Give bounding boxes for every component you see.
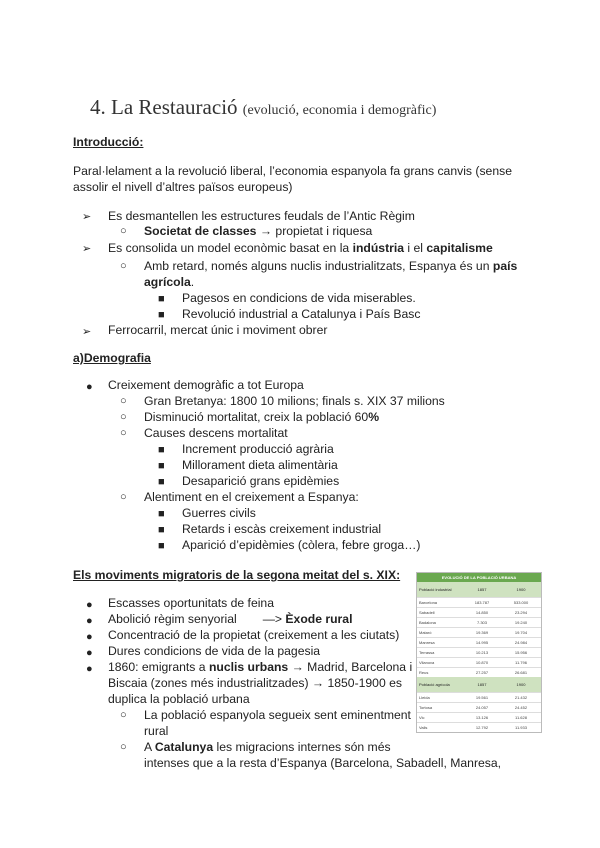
- urban-population-table: [416, 572, 542, 733]
- table-header-cell: 1900: [516, 587, 526, 592]
- list-item: La població espanyola segueix sent eminentment: [144, 708, 411, 722]
- intro-paragraph-line2: assolir el nivell d’altres països europeus): [73, 180, 293, 194]
- list-item: Gran Bretanya: 1800 10 milions; finals s. XIX 37 milions: [144, 394, 445, 408]
- list-item: A Catalunya les migracions internes són més: [144, 740, 391, 754]
- table-row: Tortosa 24.057 24.452: [417, 702, 541, 712]
- list-item: Increment producció agrària: [182, 442, 334, 456]
- list-item: Amb retard, només alguns nuclis industrialitzats, Espanya és un país: [144, 259, 518, 273]
- dot-bullet-icon: ●: [86, 381, 93, 393]
- dot-bullet-icon: ●: [86, 615, 93, 627]
- table-row: Vic 13.126 11.628: [417, 712, 541, 722]
- square-bullet-icon: ■: [158, 540, 165, 552]
- table-row: Badalona 7.303 19.240: [417, 617, 541, 627]
- circle-bullet-icon: ○: [120, 709, 127, 721]
- dot-bullet-icon: ●: [86, 663, 93, 675]
- square-bullet-icon: ■: [158, 476, 165, 488]
- list-item: Concentració de la propietat (creixement a les ciutats): [108, 628, 400, 642]
- square-bullet-icon: ■: [158, 293, 165, 305]
- list-item: 1860: emigrants a nuclis urbans → Madrid, Barcelona i: [108, 660, 413, 674]
- list-item-continued: rural: [144, 724, 169, 738]
- dot-bullet-icon: ●: [86, 599, 93, 611]
- list-item: Abolició règim senyorial —> Èxode rural: [108, 612, 353, 626]
- square-bullet-icon: ■: [158, 444, 165, 456]
- dot-bullet-icon: ●: [86, 647, 93, 659]
- list-item: Alentiment en el creixement a Espanya:: [144, 490, 359, 504]
- table-row: Sabadell 14.850 23.294: [417, 607, 541, 617]
- table-header: [417, 582, 541, 597]
- list-item: Millorament dieta alimentària: [182, 458, 338, 472]
- migracions-heading: Els moviments migratoris de la segona meitat del s. XIX:: [73, 568, 401, 582]
- list-item: Desaparició grans epidèmies: [182, 474, 340, 488]
- table-row: Barcelona 183.787 533.000: [417, 597, 541, 607]
- table-header-cell: 1900: [516, 682, 526, 687]
- table-row: Lleida 19.561 21.432: [417, 692, 541, 702]
- list-item: Revolució industrial a Catalunya i País Basc: [182, 307, 421, 321]
- dot-bullet-icon: ●: [86, 631, 93, 643]
- list-item: Pagesos en condicions de vida miserables.: [182, 291, 416, 305]
- demografia-heading: a)Demografia: [73, 351, 151, 365]
- square-bullet-icon: ■: [158, 508, 165, 520]
- table-header-cell: 1857: [477, 587, 487, 592]
- table-header-cell: Població industrial: [419, 587, 452, 592]
- list-item: Retards i escàs creixement industrial: [182, 522, 382, 536]
- table-row: Reus 27.257 26.681: [417, 667, 541, 677]
- list-item: Escasses oportunitats de feina: [108, 596, 274, 610]
- table-title: EVOLUCIÓ DE LA POBLACIÓ URBANA: [417, 573, 541, 582]
- table-row: Terrassa 10.213 15.956: [417, 647, 541, 657]
- circle-bullet-icon: ○: [120, 741, 127, 753]
- table-header-cell: 1857: [477, 682, 487, 687]
- circle-bullet-icon: ○: [120, 427, 127, 439]
- table-row: Vilanova 10.870 11.796: [417, 657, 541, 667]
- arrow-bullet-icon: ➢: [82, 211, 92, 223]
- page-title: 4. La Restauració (evolució, economia i demogràfic): [90, 95, 437, 119]
- table-row: Manresa 14.995 24.984: [417, 637, 541, 647]
- list-item: Ferrocarril, mercat únic i moviment obrer: [108, 323, 328, 337]
- list-item: Dures condicions de vida de la pagesia: [108, 644, 321, 658]
- list-item: Disminució mortalitat, creix la població 60%: [144, 410, 380, 424]
- list-item: Es desmantellen les estructures feudals de l’Antic Règim: [108, 209, 415, 223]
- arrow-bullet-icon: ➢: [82, 243, 92, 255]
- list-item-continued: intenses que a la resta d’Espanya (Barcelona, Sabadell, Manresa,: [144, 756, 502, 770]
- list-item: Es consolida un model econòmic basat en la indústria i el capitalisme: [108, 241, 493, 255]
- intro-paragraph-line1: Paral·lelament a la revolució liberal, l’economia espanyola fa grans canvis (sense: [73, 164, 512, 178]
- table-header: [417, 677, 541, 692]
- circle-bullet-icon: ○: [120, 411, 127, 423]
- list-item: Societat de classes → propietat i riquesa: [144, 224, 373, 238]
- circle-bullet-icon: ○: [120, 225, 127, 237]
- circle-bullet-icon: ○: [120, 395, 127, 407]
- circle-bullet-icon: ○: [120, 260, 127, 272]
- square-bullet-icon: ■: [158, 309, 165, 321]
- list-item: Causes descens mortalitat: [144, 426, 288, 440]
- list-item: Creixement demogràfic a tot Europa: [108, 378, 304, 392]
- arrow-bullet-icon: ➢: [82, 326, 92, 338]
- intro-heading: Introducció:: [73, 135, 144, 149]
- table-header-cell: Població agrícola: [419, 682, 450, 687]
- list-item-continued: agrícola.: [144, 275, 195, 289]
- table-row: Valls 12.792 11.933: [417, 722, 541, 732]
- circle-bullet-icon: ○: [120, 491, 127, 503]
- list-item-continued: Biscaia (zones més industrialitzades) → 1850-1900 es: [108, 676, 402, 690]
- list-item-continued: duplica la població urbana: [108, 692, 250, 706]
- list-item: Guerres civils: [182, 506, 256, 520]
- square-bullet-icon: ■: [158, 460, 165, 472]
- square-bullet-icon: ■: [158, 524, 165, 536]
- list-item: Aparició d’epidèmies (còlera, febre groga…): [182, 538, 421, 552]
- table-row: Mataró 19.369 19.704: [417, 627, 541, 637]
